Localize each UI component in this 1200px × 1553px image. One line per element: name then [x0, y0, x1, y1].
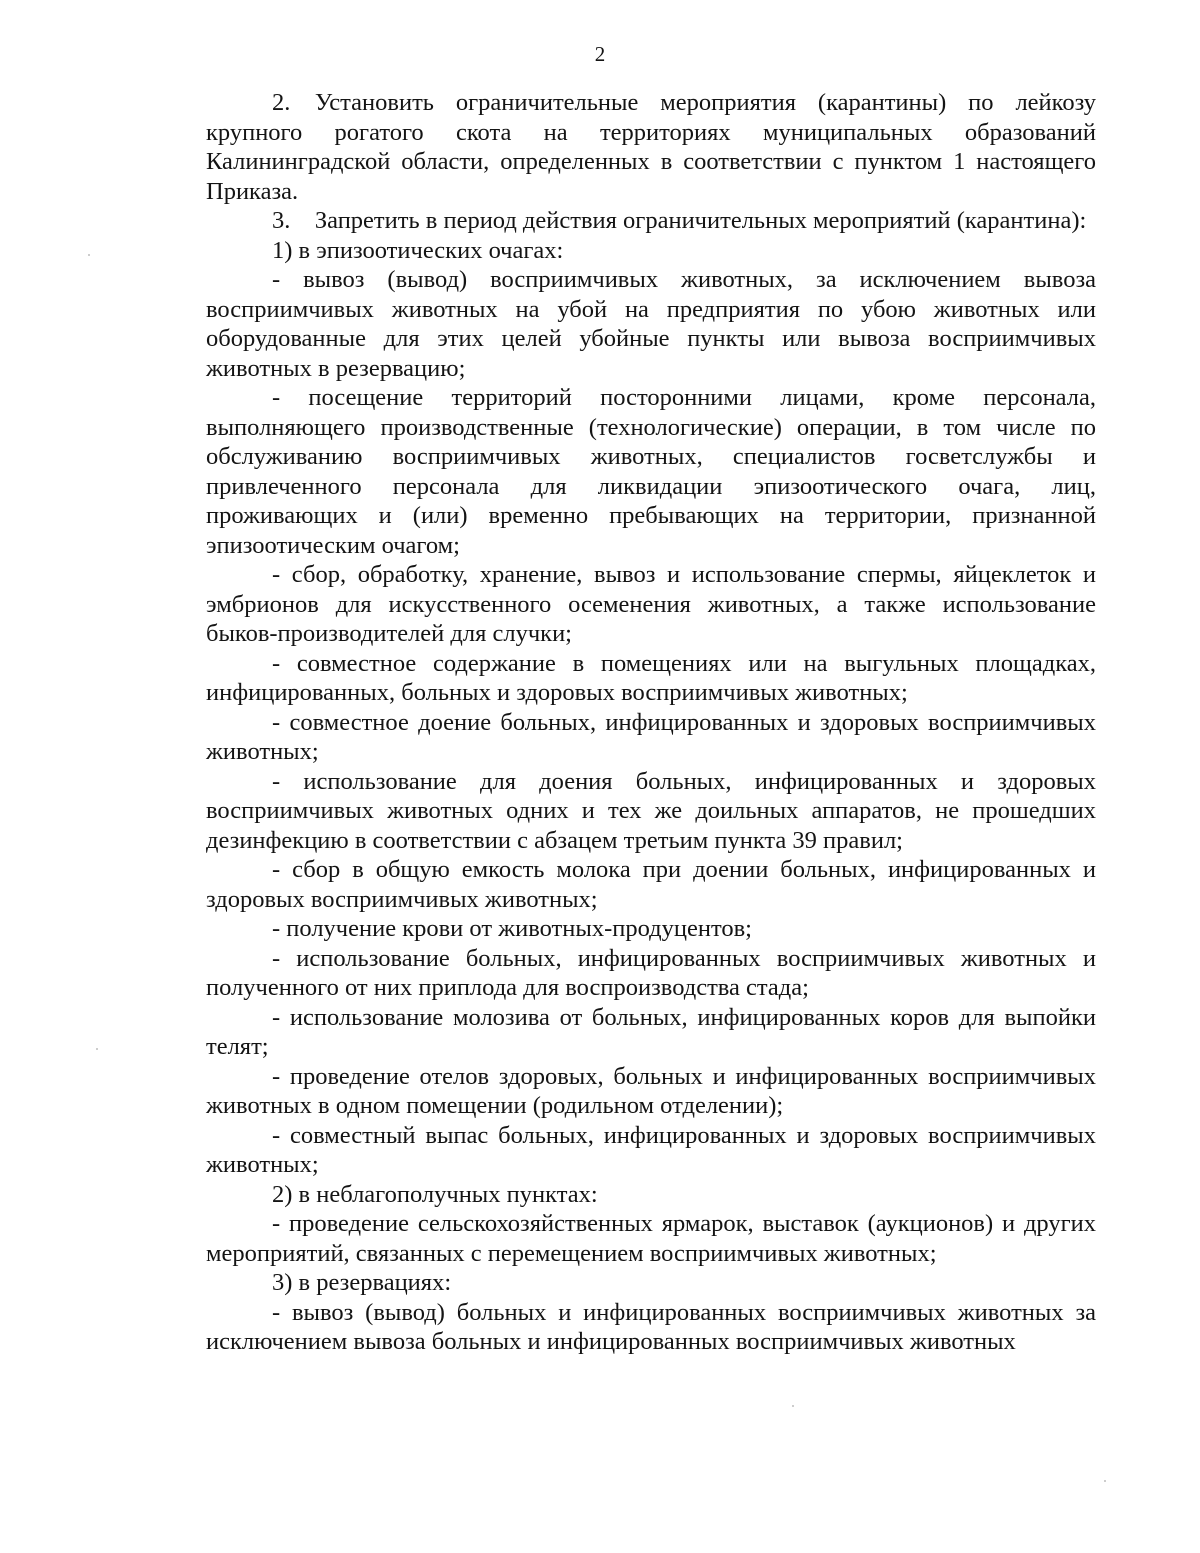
- list-item: - проведение отелов здоровых, больных и инфицированных восприимчивых животных в одном помещении (родильном отделении);: [206, 1062, 1096, 1119]
- list-item: - посещение территорий посторонними лицами, кроме персонала, выполняющего производственные (технологические) операции, в том числе по обслуживанию восприимчивых животных, специалистов госветслужбы и привлеченного персонала для ликвидации эпизоотического очага, лиц, проживающих и (или) временно пребывающих на территории, признанной эпизоотическим очагом;: [206, 384, 1096, 559]
- list-item: - использование молозива от больных, инфицированных коров для выпойки телят;: [206, 1003, 1096, 1060]
- list-item: - совместный выпас больных, инфицированных и здоровых восприимчивых животных;: [206, 1121, 1096, 1178]
- paragraph-item-3: 3. Запретить в период действия ограничительных мероприятий (карантина):: [272, 207, 1087, 234]
- list-item: - вывоз (вывод) восприимчивых животных, за исключением вывоза восприимчивых животных на убой на предприятия по убою животных или оборудованные для этих целей убойные пункты или вывоза восприимчивых животных в резервацию;: [206, 266, 1096, 382]
- subitem-3: 3) в резервациях:: [272, 1269, 452, 1296]
- page-number: 2: [594, 42, 606, 66]
- scan-speck: [792, 1405, 794, 1407]
- list-item: - сбор в общую емкость молока при доении больных, инфицированных и здоровых восприимчивых животных;: [206, 856, 1096, 913]
- list-item: - получение крови от животных-продуцентов;: [272, 915, 752, 942]
- subitem-1: 1) в эпизоотических очагах:: [272, 236, 564, 264]
- list-item: - сбор, обработку, хранение, вывоз и использование спермы, яйцеклеток и эмбрионов для искусственного осеменения животных, а также использование быков-производителей для случки;: [206, 561, 1096, 647]
- list-item: - совместное содержание в помещениях или на выгульных площадках, инфицированных, больных и здоровых восприимчивых животных;: [206, 649, 1096, 706]
- paragraph-item-2: 2. Установить ограничительные мероприятия (карантины) по лейкозу крупного рогатого скота на территориях муниципальных образований Калининградской области, определенных в соответствии с пунктом 1 настоящего Приказа.: [206, 89, 1096, 205]
- scan-speck: [96, 1048, 98, 1050]
- scan-speck: [1104, 1480, 1106, 1482]
- subitem-2: 2) в неблагополучных пунктах:: [272, 1180, 598, 1208]
- list-item: - вывоз (вывод) больных и инфицированных восприимчивых животных за исключением вывоза больных и инфицированных восприимчивых животных: [206, 1298, 1096, 1355]
- list-item: - использование больных, инфицированных восприимчивых животных и полученного от них приплода для воспроизводства стада;: [206, 944, 1096, 1001]
- list-item: - проведение сельскохозяйственных ярмарок, выставок (аукционов) и других мероприятий, связанных с перемещением восприимчивых животных;: [206, 1210, 1096, 1267]
- scan-speck: [88, 254, 90, 256]
- list-item: - совместное доение больных, инфицированных и здоровых восприимчивых животных;: [206, 708, 1096, 765]
- list-item: - использование для доения больных, инфицированных и здоровых восприимчивых животных одних и тех же доильных аппаратов, не прошедших дезинфекцию в соответствии с абзацем третьим пункта 39 правил;: [206, 767, 1096, 854]
- document-body: [206, 88, 1096, 1357]
